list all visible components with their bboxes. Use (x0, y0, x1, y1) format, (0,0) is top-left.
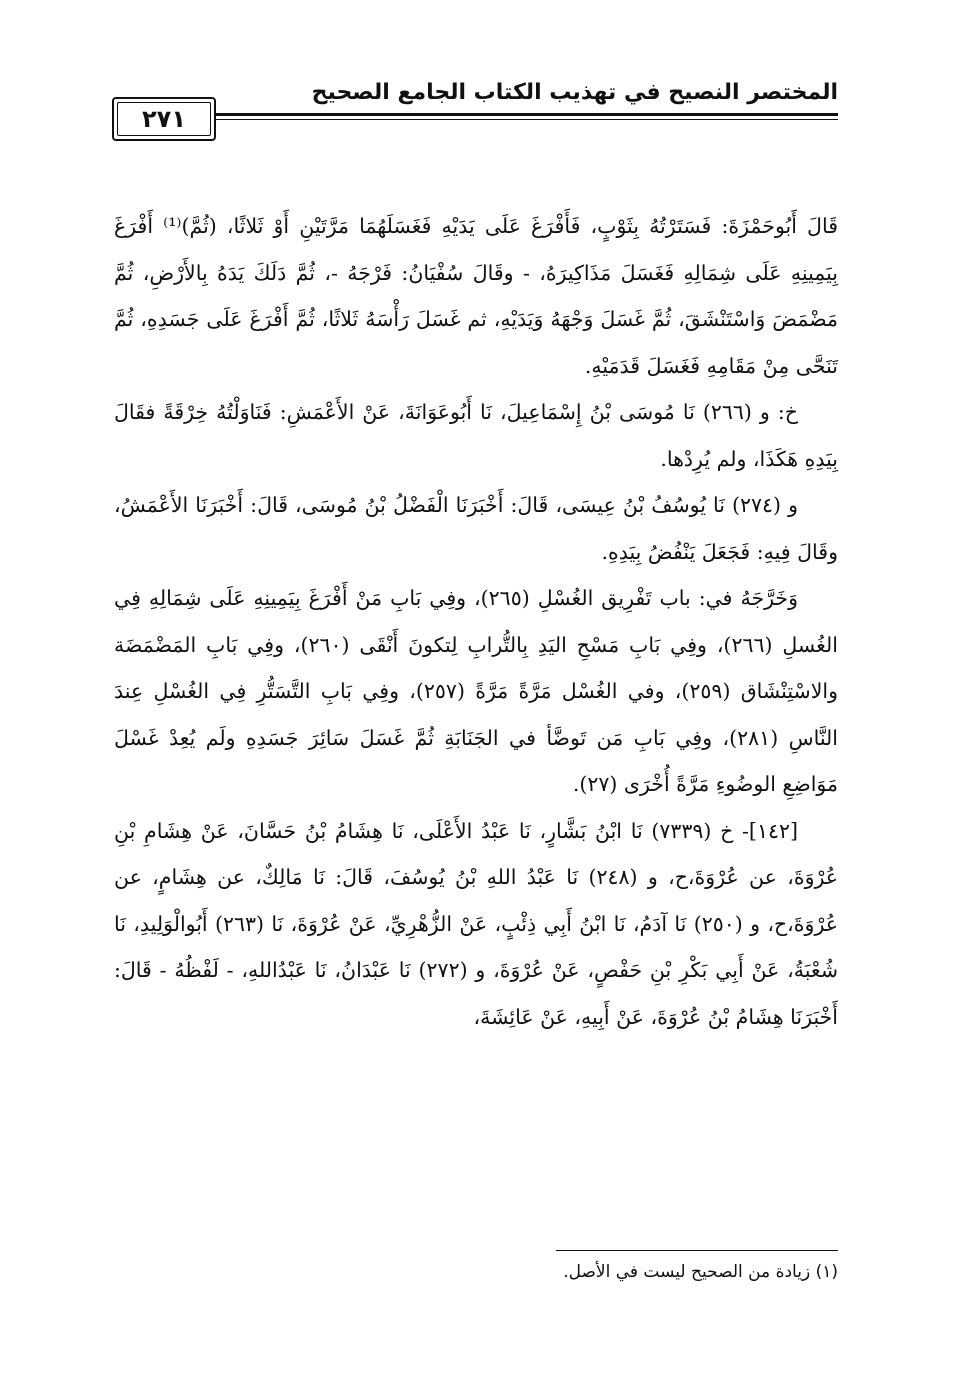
header-rule-thin (210, 119, 838, 120)
paragraph: و (٢٧٤) نَا يُوسُفُ بْنُ عِيسَى، قَالَ: أَخْبَرَنَا الْفَضْلُ بْنُ مُوسَى، قَالَ: أَخْبَرَنَا الأَعْمَشُ، وقَالَ فِيهِ: فَجَعَلَ يَنْفُضُ بِيَدِهِ. (114, 493, 838, 564)
footnote: (١) زيادة من الصحيح ليست في الأصل. (563, 1262, 838, 1282)
paragraph: خ: و (٢٦٦) نَا مُوسَى بْنُ إِسْمَاعِيلَ، نَا أَبُوعَوَانَةَ، عَنْ الأَعْمَشِ: فَنَاوَلْتُهُ خِرْقَةً فقَالَ بِيَدِهِ هَكَذَا، ولم يُرِدْها. (114, 400, 838, 471)
paragraph: قَالَ أَبُوحَمْزَةَ: فَسَتَرْتُهُ بِثَوْبٍ، فَأَفْرَغَ عَلَى يَدَيْهِ فَغَسَلَهُمَا مَرَّتَيْنِ أَوْ ثَلاثًا، (ثُمَّ)⁽¹⁾ أَفْرَغَ بِيَمِينِهِ عَلَى شِمَالِهِ فَغَسَلَ مَذَاكِيرَهُ، - وقَالَ سُفْيَانُ: فَرْجَهُ -، ثُمَّ دَلَكَ يَدَهُ بِالأَرْضِ، ثُمَّ مَضْمَضَ وَاسْتَنْشَقَ، ثُمَّ غَسَلَ وَجْهَهُ وَيَدَيْهِ، ثم غَسَلَ رَأْسَهُ ثَلاثًا، ثُمَّ أَفْرَغَ عَلَى جَسَدِهِ، ثُمَّ تَنَحَّى مِنْ مَقَامِهِ فَغَسَلَ قَدَمَيْهِ. (114, 214, 838, 378)
page-header (112, 80, 838, 150)
footnote-separator (556, 1250, 838, 1251)
page-number-box (112, 97, 216, 141)
header-rule (210, 113, 838, 116)
running-title: المختصر النصيح في تهذيب الكتاب الجامع الصحيح (311, 80, 838, 105)
page-number: ٢٧١ (142, 105, 186, 133)
main-text (114, 203, 838, 1040)
paragraph: وَخَرَّجَهُ في: باب تَفْرِيق الغُسْلِ (٢٦٥)، وفِي بَابِ مَنْ أَفْرَغَ بِيَمِينِهِ عَلَى شِمَالِهِ فِي الغُسلِ (٢٦٦)، وفِي بَابِ مَسْحِ اليَدِ بِالتُّرابِ لِتكونَ أَنْقَى (٢٦٠)، وفِي بَابِ المَضْمَضَة والاسْتِنْشَاق (٢٥٩)، وفي الغُسْل مَرَّةً مَرَّةً (٢٥٧)، وفِي بَابِ التَّسَتُّرِ فِي الغُسْلِ عِندَ النَّاسِ (٢٨١)، وفِي بَابِ مَن تَوضَّأ في الجَنَابَةِ ثُمَّ غَسَلَ سَائِرَ جَسَدِهِ ولَم يُعِدْ غَسْلَ مَوَاضِعِ الوضُوءِ مَرَّةً أُخْرَى (٢٧). (114, 586, 838, 796)
paragraph: [١٤٢]- خ (٧٣٣٩) نَا ابْنُ بَشَّارٍ، نَا عَبْدُ الأَعْلَى، نَا هِشَامُ بْنُ حَسَّانَ، عَنْ هِشَامِ بْنِ عُرْوَةَ، عن عُرْوَةَ،ح، و (٢٤٨) نَا عَبْدُ اللهِ بْنُ يُوسُفَ، قَالَ: نَا مَالِكٌ، عن هِشَامٍ، عن عُرْوَةَ،ح، و (٢٥٠) نَا آدَمُ، نَا ابْنُ أَبِي ذِئْبٍ، عَنْ الزُّهْرِيِّ، عَنْ عُرْوَةَ، نَا (٢٦٣) أَبُوالْوَلِيدِ، نَا شُعْبَةُ، عَنْ أَبِي بَكْرِ بْنِ حَفْصٍ، عَنْ عُرْوَةَ، و (٢٧٢) نَا عَبْدَانُ، نَا عَبْدُاللهِ، - لَفْظُهُ - قَالَ: أَخْبَرَنَا هِشَامُ بْنُ عُرْوَةَ، عَنْ أَبِيهِ، عَنْ عَائِشَةَ، (114, 818, 839, 1029)
